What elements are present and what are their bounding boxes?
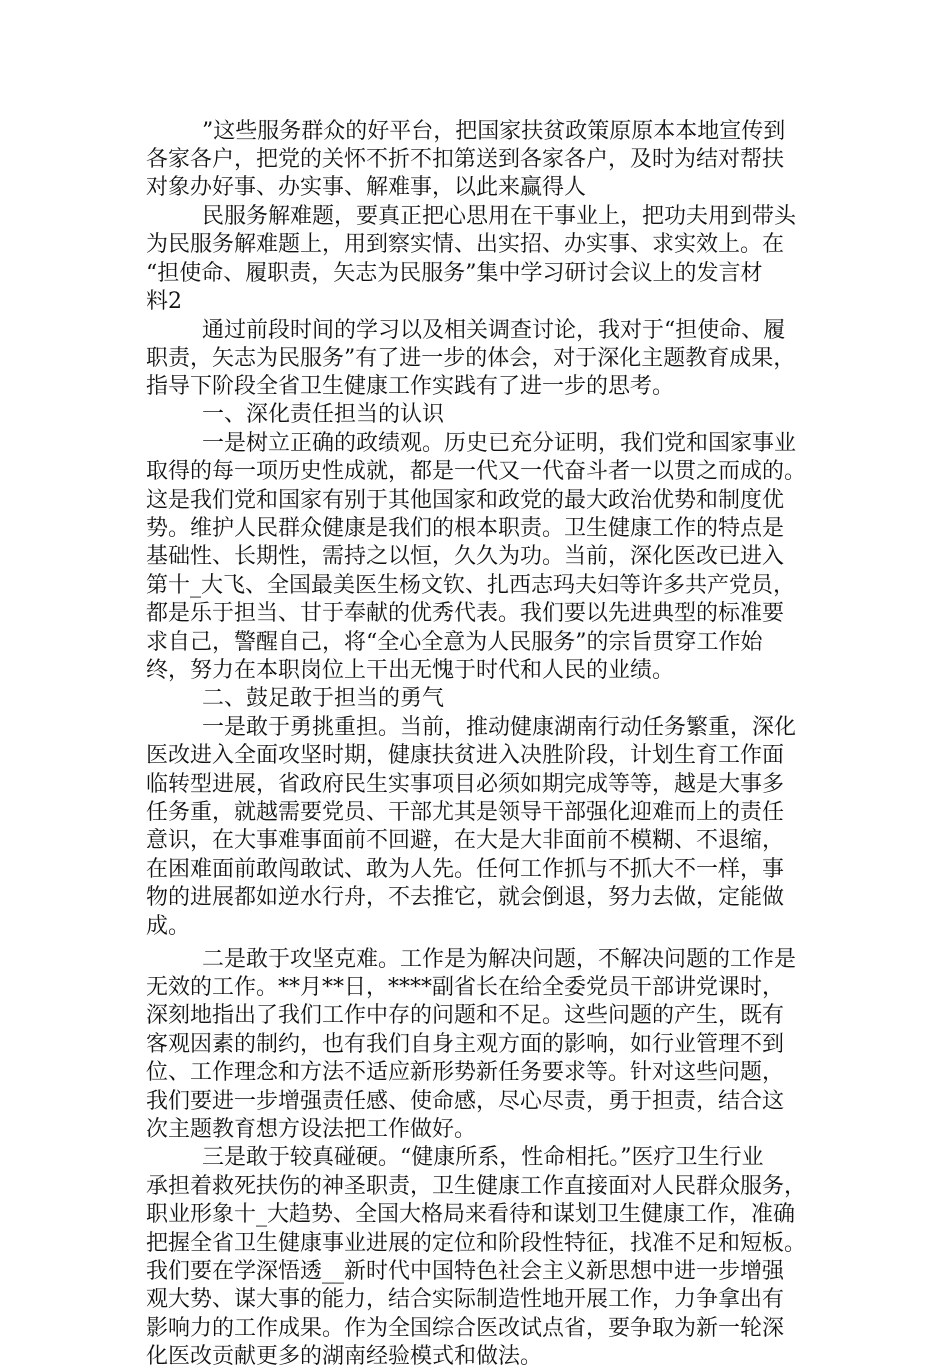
text-line: 任务重，就越需要党员、干部尤其是领导干部强化迎难而上的责任 <box>146 800 785 825</box>
text-line: 观大势、谋大事的能力，结合实际制造性地开展工作，力争拿出有 <box>146 1287 785 1312</box>
section-heading: 一、深化责任担当的认识 <box>202 402 445 427</box>
text-line: 对象办好事、办实事、解难事，以此来赢得人 <box>146 175 587 200</box>
section-heading: 二、鼓足敢于担当的勇气 <box>202 686 445 711</box>
text-line: 势。维护人民群众健康是我们的根本职责。卫生健康工作的特点是 <box>146 516 785 541</box>
text-line: 一是敢于勇挑重担。当前，推动健康湖南行动任务繁重，深化 <box>202 715 797 740</box>
text-line: 求自己，警醒自己，将“全心全意为人民服务”的宗旨贯穿工作始 <box>146 630 763 655</box>
text-line: 客观因素的制约，也有我们自身主观方面的影响，如行业管理不到 <box>146 1032 785 1057</box>
text-line: 深刻地指出了我们工作中存的问题和不足。这些问题的产生，既有 <box>146 1003 785 1028</box>
text-line: 无效的工作。**月**日，****副省长在给全委党员干部讲党课时， <box>146 975 785 1000</box>
text-line: 基础性、长期性，需持之以恒，久久为功。当前，深化医改已进入 <box>146 544 785 569</box>
text-line: ”这些服务群众的好平台，把国家扶贫政策原原本本地宣传到 <box>202 119 786 144</box>
text-line: 各家各户，把党的关怀不折不扣第送到各家各户，及时为结对帮扶 <box>146 147 785 172</box>
text-line: 在困难面前敢闯敢试、敢为人先。任何工作抓与不抓大不一样，事 <box>146 857 785 882</box>
text-line: 指导下阶段全省卫生健康工作实践有了进一步的思考。 <box>146 374 675 399</box>
text-line: 位、工作理念和方法不适应新形势新任务要求等。针对这些问题， <box>146 1060 785 1085</box>
text-line: 三是敢于较真碰硬。“健康所系，性命相托。”医疗卫生行业 <box>202 1145 764 1170</box>
text-line: 这是我们党和国家有别于其他国家和政党的最大政治优势和制度优 <box>146 488 785 513</box>
text-line: 第十_大飞、全国最美医生杨文钦、扎西志玛夫妇等许多共产党员， <box>146 573 796 598</box>
text-line: 次主题教育想方设法把工作做好。 <box>146 1117 477 1142</box>
text-line: 承担着救死扶伤的神圣职责，卫生健康工作直接面对人民群众服务， <box>146 1174 807 1199</box>
text-line: 意识，在大事难事面前不回避，在大是大非面前不模糊、不退缩， <box>146 828 785 853</box>
text-line: 化医改贡献更多的湖南经验模式和做法。 <box>146 1344 543 1369</box>
text-line: 影响力的工作成果。作为全国综合医改试点省，要争取为新一轮深 <box>146 1316 785 1341</box>
text-line: 物的进展都如逆水行舟，不去推它，就会倒退，努力去做，定能做 <box>146 885 785 910</box>
text-line: 我们要在学深悟透__新时代中国特色社会主义新思想中进一步增强 <box>146 1259 785 1284</box>
text-line: 医改进入全面攻坚时期，健康扶贫进入决胜阶段，计划生育工作面 <box>146 743 785 768</box>
text-line: 料2 <box>146 289 182 314</box>
text-line: 二是敢于攻坚克难。工作是为解决问题，不解决问题的工作是 <box>202 947 797 972</box>
text-line: 都是乐于担当、甘于奉献的优秀代表。我们要以先进典型的标准要 <box>146 601 785 626</box>
text-line: 把握全省卫生健康事业进展的定位和阶段性特征，找准不足和短板。 <box>146 1231 807 1256</box>
text-line: 职责，矢志为民服务”有了进一步的体会，对于深化主题教育成果， <box>146 346 796 371</box>
text-line: 临转型进展，省政府民生实事项目必须如期完成等等，越是大事多 <box>146 772 785 797</box>
text-line: 职业形象十_大趋势、全国大格局来看待和谋划卫生健康工作，准确 <box>146 1202 796 1227</box>
text-line: 民服务解难题，要真正把心思用在干事业上，把功夫用到带头 <box>202 204 797 229</box>
text-line: 为民服务解难题上，用到察实情、出实招、办实事、求实效上。在 <box>146 232 785 257</box>
text-line: “担使命、履职责，矢志为民服务”集中学习研讨会议上的发言材 <box>146 261 763 286</box>
text-line: 终，努力在本职岗位上干出无愧于时代和人民的业绩。 <box>146 658 675 683</box>
text-line: 成。 <box>146 914 191 939</box>
text-line: 通过前段时间的学习以及相关调查讨论，我对于“担使命、履 <box>202 318 786 343</box>
text-line: 一是树立正确的政绩观。历史已充分证明，我们党和国家事业 <box>202 431 797 456</box>
text-line: 取得的每一项历史性成就，都是一代又一代奋斗者一以贯之而成的。 <box>146 459 807 484</box>
text-line: 我们要进一步增强责任感、使命感，尽心尽责，勇于担责，结合这 <box>146 1089 785 1114</box>
